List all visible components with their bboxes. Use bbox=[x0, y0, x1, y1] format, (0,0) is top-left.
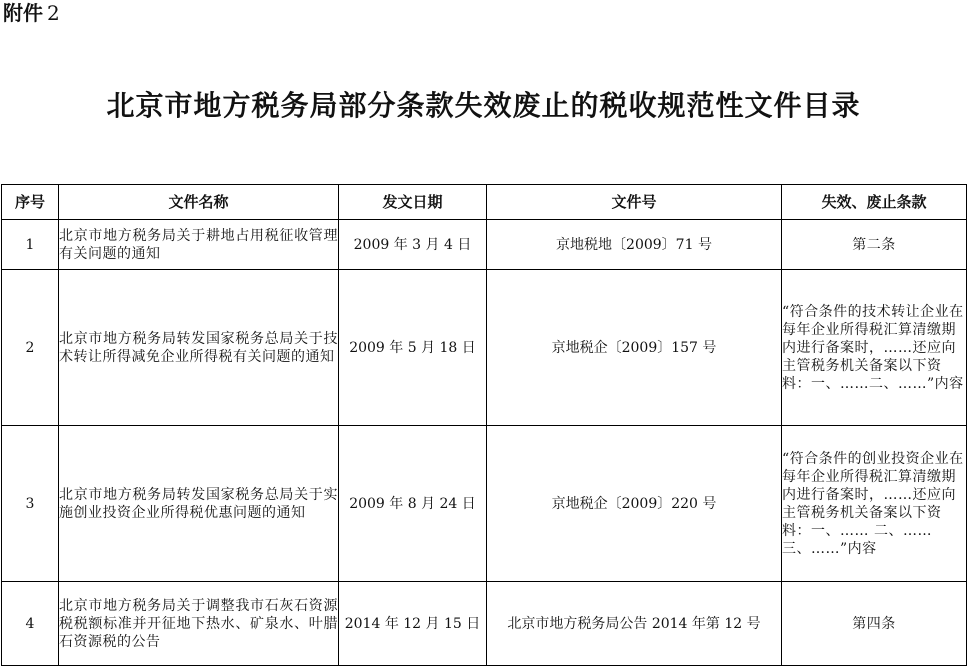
cell-name: 北京市地方税务局关于调整我市石灰石资源税税额标准并开征地下热水、矿泉水、叶腊石资源税的公告 bbox=[59, 582, 339, 666]
header-seq: 序号 bbox=[2, 185, 59, 220]
cell-doc-no: 京地税企〔2009〕157 号 bbox=[487, 270, 782, 426]
table-header-row bbox=[2, 185, 967, 220]
attachment-text: 附件 bbox=[3, 1, 43, 25]
header-clause: 失效、废止条款 bbox=[782, 185, 967, 220]
cell-date: 2009 年 8 月 24 日 bbox=[339, 426, 487, 582]
attachment-number: 2 bbox=[47, 1, 60, 25]
table-row bbox=[2, 270, 967, 426]
table-row bbox=[2, 426, 967, 582]
cell-name: 北京市地方税务局关于耕地占用税征收管理有关问题的通知 bbox=[59, 220, 339, 270]
cell-clause: 第二条 bbox=[782, 220, 967, 270]
cell-clause: 第四条 bbox=[782, 582, 967, 666]
cell-seq: 3 bbox=[2, 426, 59, 582]
cell-clause: “符合条件的技术转让企业在每年企业所得税汇算清缴期内进行备案时，……还应向主管税务机关备案以下资料：一、……二、……”内容 bbox=[782, 270, 967, 426]
document-title: 北京市地方税务局部分条款失效废止的税收规范性文件目录 bbox=[106, 89, 861, 122]
cell-date: 2009 年 5 月 18 日 bbox=[339, 270, 487, 426]
cell-date: 2009 年 3 月 4 日 bbox=[339, 220, 487, 270]
cell-name: 北京市地方税务局转发国家税务总局关于技术转让所得减免企业所得税有关问题的通知 bbox=[59, 270, 339, 426]
cell-seq: 2 bbox=[2, 270, 59, 426]
cell-doc-no: 北京市地方税务局公告 2014 年第 12 号 bbox=[487, 582, 782, 666]
header-doc-no: 文件号 bbox=[487, 185, 782, 220]
cell-clause: “符合条件的创业投资企业在每年企业所得税汇算清缴期内进行备案时，……还应向主管税务机关备案以下资料：一、…… 二、…… 三、……”内容 bbox=[782, 426, 967, 582]
attachment-label bbox=[3, 0, 60, 26]
cell-seq: 1 bbox=[2, 220, 59, 270]
cell-date: 2014 年 12 月 15 日 bbox=[339, 582, 487, 666]
table-row bbox=[2, 582, 967, 666]
cell-doc-no: 京地税地〔2009〕71 号 bbox=[487, 220, 782, 270]
catalog-table bbox=[1, 184, 967, 666]
cell-doc-no: 京地税企〔2009〕220 号 bbox=[487, 426, 782, 582]
header-date: 发文日期 bbox=[339, 185, 487, 220]
table-row bbox=[2, 220, 967, 270]
header-name: 文件名称 bbox=[59, 185, 339, 220]
cell-seq: 4 bbox=[2, 582, 59, 666]
cell-name: 北京市地方税务局转发国家税务总局关于实施创业投资企业所得税优惠问题的通知 bbox=[59, 426, 339, 582]
